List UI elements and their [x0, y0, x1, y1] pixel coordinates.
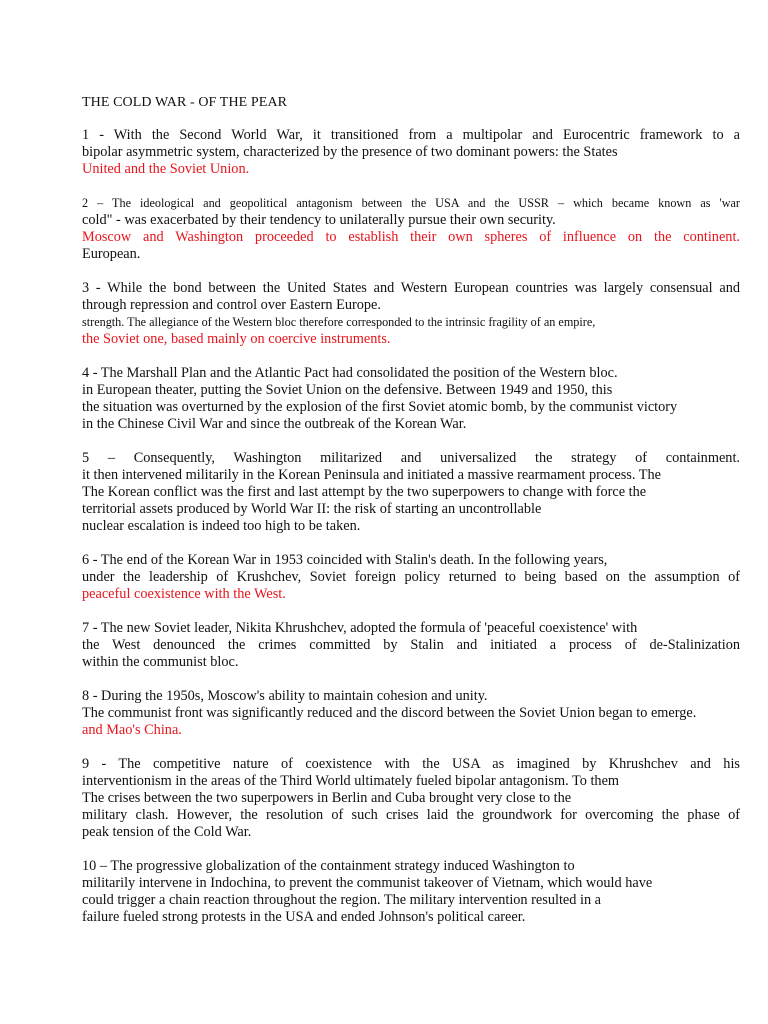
text-line: 2 – The ideological and geopolitical antagonism between the USA and the USSR – which became known as 'war: [82, 196, 740, 210]
highlighted-text-line: and Mao's China.: [82, 722, 182, 738]
paragraph-10: [82, 858, 740, 926]
highlighted-text-line: peaceful coexistence with the West.: [82, 586, 286, 602]
text-line: could trigger a chain reaction throughout the region. The military intervention resulted in a: [82, 892, 602, 908]
text-line: 3 - While the bond between the United States and Western European countries was largely consensual and: [82, 280, 740, 296]
text-line: failure fueled strong protests in the USA and ended Johnson's political career.: [82, 909, 526, 925]
paragraph-8: [82, 688, 740, 739]
highlighted-text-line: Moscow and Washington proceeded to establish their own spheres of influence on the continent.: [82, 229, 740, 245]
text-line: nuclear escalation is indeed too high to be taken.: [82, 518, 361, 534]
text-line: militarily intervene in Indochina, to prevent the communist takeover of Vietnam, which would have: [82, 875, 653, 891]
text-line: 9 - The competitive nature of coexistence with the USA as imagined by Khrushchev and his: [82, 756, 740, 772]
paragraph-6: [82, 552, 740, 603]
highlighted-text-line: United and the Soviet Union.: [82, 161, 250, 177]
text-line: 7 - The new Soviet leader, Nikita Khrushchev, adopted the formula of 'peaceful coexistence' with: [82, 620, 638, 636]
text-line: within the communist bloc.: [82, 654, 239, 670]
text-line: European.: [82, 246, 141, 262]
text-line: peak tension of the Cold War.: [82, 824, 252, 840]
paragraph-1: [82, 127, 740, 178]
paragraph-3: [82, 280, 740, 348]
text-line: in European theater, putting the Soviet Union on the defensive. Between 1949 and 1950, this: [82, 382, 613, 398]
text-line: 10 – The progressive globalization of the containment strategy induced Washington to: [82, 858, 575, 874]
text-line: the West denounced the crimes committed by Stalin and initiated a process of de-Stalinization: [82, 637, 740, 653]
paragraph-7: [82, 620, 740, 671]
text-line: under the leadership of Krushchev, Soviet foreign policy returned to being based on the assumption of: [82, 569, 740, 585]
text-line: 6 - The end of the Korean War in 1953 coincided with Stalin's death. In the following years,: [82, 552, 608, 568]
document-body: [82, 127, 740, 926]
text-line: cold" - was exacerbated by their tendency to unilaterally pursue their own security.: [82, 212, 556, 228]
text-line: The communist front was significantly reduced and the discord between the Soviet Union began to emerge.: [82, 705, 697, 721]
paragraph-4: [82, 365, 740, 433]
paragraph-9: [82, 756, 740, 841]
text-line: 5 – Consequently, Washington militarized and universalized the strategy of containment.: [82, 450, 740, 466]
text-line: in the Chinese Civil War and since the outbreak of the Korean War.: [82, 416, 467, 432]
text-line: the situation was overturned by the explosion of the first Soviet atomic bomb, by the communist victory: [82, 399, 678, 415]
text-line: The crises between the two superpowers in Berlin and Cuba brought very close to the: [82, 790, 572, 806]
text-line: 1 - With the Second World War, it transitioned from a multipolar and Eurocentric framework to a: [82, 127, 740, 143]
text-line: interventionism in the areas of the Third World ultimately fueled bipolar antagonism. To them: [82, 773, 620, 789]
highlighted-text-line: the Soviet one, based mainly on coercive instruments.: [82, 331, 391, 347]
document-title: THE COLD WAR - OF THE PEAR: [82, 95, 288, 110]
text-line: 8 - During the 1950s, Moscow's ability to maintain cohesion and unity.: [82, 688, 488, 704]
text-line: territorial assets produced by World War II: the risk of starting an uncontrollable: [82, 501, 542, 517]
document-page: [82, 94, 740, 943]
text-line: 4 - The Marshall Plan and the Atlantic Pact had consolidated the position of the Western bloc.: [82, 365, 618, 381]
text-line: The Korean conflict was the first and last attempt by the two superpowers to change with force the: [82, 484, 647, 500]
text-line: through repression and control over Eastern Europe.: [82, 297, 381, 313]
text-line: strength. The allegiance of the Western bloc therefore corresponded to the intrinsic fragility of an empire,: [82, 315, 596, 329]
text-line: military clash. However, the resolution of such crises laid the groundwork for overcoming the phase of: [82, 807, 740, 823]
paragraph-2: [82, 195, 740, 263]
text-line: bipolar asymmetric system, characterized by the presence of two dominant powers: the States: [82, 144, 618, 160]
paragraph-5: [82, 450, 740, 535]
text-line: it then intervened militarily in the Korean Peninsula and initiated a massive rearmament process. The: [82, 467, 661, 483]
